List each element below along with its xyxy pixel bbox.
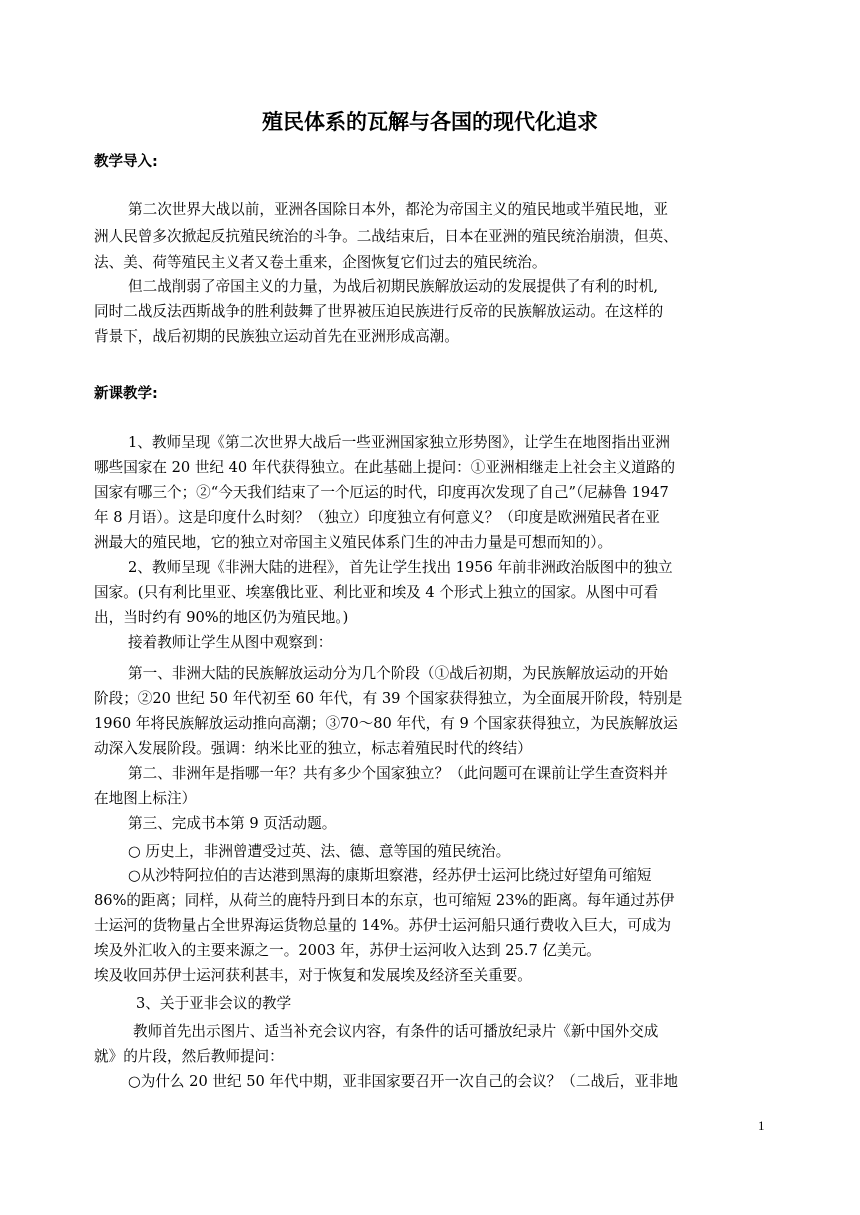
intro-heading: 教学导入:	[94, 154, 158, 170]
paragraph-line: 1、教师呈现《第二次世界大战后一些亚洲国家独立形势图》，让学生在地图指出亚洲	[128, 434, 670, 451]
paragraph-line: ○从沙特阿拉伯的吉达港到黑海的康斯坦察港，经苏伊士运河比绕过好望角可缩短	[128, 867, 652, 884]
paragraph-line: 第三、完成书本第 9 页活动题。	[128, 815, 337, 832]
paragraph-line: 第一、非洲大陆的民族解放运动分为几个阶段（①战后初期，为民族解放运动的开始	[128, 665, 668, 682]
paragraph-line: 同时二战反法西斯战争的胜利鼓舞了世界被压迫民族进行反帝的民族解放运动。在这样的	[94, 303, 664, 320]
paragraph-line: 1960 年将民族解放运动推向高潮；③70～80 年代，有 9 个国家获得独立，为民族解放运	[94, 715, 678, 732]
paragraph-line: 国家有哪三个；②“今天我们结束了一个厄运的时代，印度再次发现了自己”（尼赫鲁 1947	[94, 484, 669, 501]
paragraph-line: 士运河的货物量占全世界海运货物总量的 14%。苏伊士运河船只通行费收入巨大，可成为	[94, 917, 672, 934]
paragraph-line: 在地图上标注）	[94, 790, 197, 807]
paragraph-line: ○为什么 20 世纪 50 年代中期，亚非国家要召开一次自己的会议？（二战后，亚非地	[128, 1073, 679, 1090]
paragraph-line: 2、教师呈现《非洲大陆的进程》，首先让学生找出 1956 年前非洲政治版图中的独立	[128, 559, 673, 576]
paragraph-line: 国家。(只有利比里亚、埃塞俄比亚、利比亚和埃及 4 个形式上独立的国家。从图中可看	[94, 584, 659, 601]
paragraph-line: 接着教师让学生从图中观察到：	[128, 634, 333, 651]
paragraph-line: 埃及外汇收入的主要来源之一。2003 年，苏伊士运河收入达到 25.7 亿美元。	[94, 942, 601, 959]
paragraph-line: 动深入发展阶段。强调：纳米比亚的独立，标志着殖民时代的终结）	[94, 740, 532, 757]
paragraph-line: 洲人民曾多次掀起反抗殖民统治的斗争。二战结束后，日本在亚洲的殖民统治崩溃，但英、	[94, 228, 678, 245]
paragraph-line: 阶段；②20 世纪 50 年代初至 60 年代，有 39 个国家获得独立，为全面展开阶段，特别是	[94, 690, 683, 707]
paragraph-line: 哪些国家在 20 世纪 40 年代获得独立。在此基础上提问：①亚洲相继走上社会主义道路的	[94, 459, 676, 476]
paragraph-line: 出，当时约有 90%的地区仍为殖民地。)	[94, 609, 349, 626]
paragraph-line: 埃及收回苏伊士运河获利甚丰，对于恢复和发展埃及经济至关重要。	[94, 967, 532, 984]
document-title: 殖民体系的瓦解与各国的现代化追求	[262, 110, 598, 134]
paragraph-line: 第二、非洲年是指哪一年？共有多少个国家独立？（此问题可在课前让学生查资料并	[128, 765, 668, 782]
paragraph-line: 但二战削弱了帝国主义的力量，为战后初期民族解放运动的发展提供了有利的时机,	[128, 278, 659, 295]
paragraph-line: 洲最大的殖民地，它的独立对帝国主义殖民体系门生的冲击力量是可想而知的）。	[94, 534, 613, 551]
paragraph-line: 背景下，战后初期的民族独立运动首先在亚洲形成高潮。	[94, 328, 459, 345]
paragraph-line: 3、关于亚非会议的教学	[136, 995, 292, 1012]
paragraph-line: 年 8 月语）。这是印度什么时刻？（独立）印度独立有何意义？（印度是欧洲殖民者在亚	[94, 509, 660, 526]
paragraph-line: 教师首先出示图片、适当补充会议内容，有条件的话可播放纪录片《新中国外交成	[133, 1023, 659, 1040]
paragraph-line: 86%的距离；同样，从荷兰的鹿特丹到日本的东京，也可缩短 23%的距离。每年通过苏伊	[94, 892, 675, 909]
paragraph-line: ○ 历史上，非洲曾遭受过英、法、德、意等国的殖民统治。	[128, 843, 511, 860]
new-lesson-heading: 新课教学:	[94, 386, 158, 402]
paragraph-line: 法、美、荷等殖民主义者又卷土重来，企图恢复它们过去的殖民统治。	[94, 254, 547, 271]
paragraph-line: 就》的片段，然后教师提问：	[94, 1048, 284, 1065]
page-number: 1	[758, 1118, 765, 1133]
paragraph-line: 第二次世界大战以前，亚洲各国除日本外，都沦为帝国主义的殖民地或半殖民地，亚	[128, 201, 668, 218]
